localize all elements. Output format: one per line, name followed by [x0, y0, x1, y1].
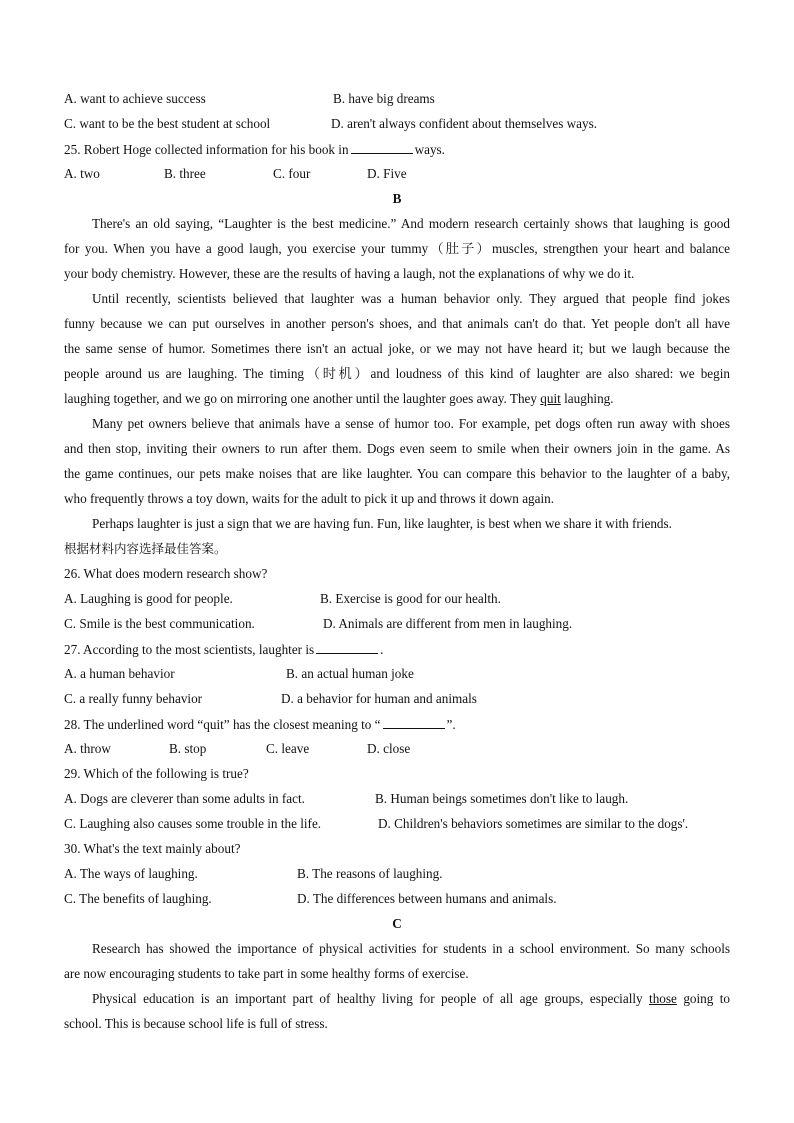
- q25-option-a[interactable]: A. two: [64, 166, 100, 181]
- q27-option-d[interactable]: D. a behavior for human and animals: [281, 691, 477, 706]
- q26-option-a[interactable]: A. Laughing is good for people.: [64, 591, 233, 606]
- section-c-heading: C: [392, 916, 402, 931]
- q26-stem: 26. What does modern research show?: [64, 566, 268, 581]
- passage-b-line: There's an old saying, “Laughter is the best medicine.” And modern research certainly shows that laughing is good: [92, 216, 730, 231]
- passage-b-line: people around us are laughing. The timing（时机）and loudness of this kind of laughter are also shared: we begin: [64, 366, 730, 381]
- q26-option-d[interactable]: D. Animals are different from men in laughing.: [323, 616, 573, 631]
- q27-option-c[interactable]: C. a really funny behavior: [64, 691, 203, 706]
- q30-option-b[interactable]: B. The reasons of laughing.: [297, 866, 443, 881]
- answer-blank[interactable]: [383, 716, 445, 729]
- q29-option-b[interactable]: B. Human beings sometimes don't like to laugh.: [375, 791, 629, 806]
- q25-stem: 25. Robert Hoge collected information for his book in ways.: [64, 142, 445, 157]
- q28-option-d[interactable]: D. close: [367, 741, 411, 756]
- q29-option-d[interactable]: D. Children's behaviors sometimes are similar to the dogs'.: [378, 816, 689, 831]
- underlined-word-those: those: [649, 991, 677, 1006]
- q27-option-a[interactable]: A. a human behavior: [64, 666, 175, 681]
- passage-b-line: Until recently, scientists believed that laughter was a human behavior only. They argued that people find jokes: [92, 291, 730, 306]
- q24-option-a[interactable]: A. want to achieve success: [64, 91, 206, 106]
- instruction: 根据材料内容选择最佳答案。: [64, 541, 227, 556]
- passage-c-line: are now encouraging students to take part in some healthy forms of exercise.: [64, 966, 469, 981]
- passage-b-line: Many pet owners believe that animals have a sense of humor too. For example, pet dogs often run away with shoes: [92, 416, 730, 431]
- passage-b-line: and then stop, inviting their owners to run after them. Dogs even seem to smile when their owners join in the game. As: [64, 441, 730, 456]
- q25-option-b[interactable]: B. three: [164, 166, 206, 181]
- q27-option-b[interactable]: B. an actual human joke: [286, 666, 414, 681]
- q24-option-c[interactable]: C. want to be the best student at school: [64, 116, 271, 131]
- answer-blank[interactable]: [351, 141, 413, 154]
- underlined-word-quit: quit: [540, 391, 561, 406]
- q29-option-c[interactable]: C. Laughing also causes some trouble in the life.: [64, 816, 322, 831]
- q25-option-d[interactable]: D. Five: [367, 166, 407, 181]
- passage-c-line: Physical education is an important part of healthy living for people of all age groups, especially those going to: [92, 991, 731, 1006]
- passage-b-line: your body chemistry. However, these are the results of having a laugh, not the explanations of why we do it.: [64, 266, 635, 281]
- q30-option-c[interactable]: C. The benefits of laughing.: [64, 891, 212, 906]
- passage-b-line: Perhaps laughter is just a sign that we are having fun. Fun, like laughter, is best when we share it with friends.: [92, 516, 672, 531]
- passage-b-line: for you. When you have a good laugh, you exercise your tummy（肚子）muscles, strengthen your heart and balance: [64, 241, 730, 256]
- q24-option-d[interactable]: D. aren't always confident about themselves ways.: [331, 116, 598, 131]
- q26-option-c[interactable]: C. Smile is the best communication.: [64, 616, 255, 631]
- section-b-heading: B: [392, 191, 402, 206]
- passage-b-line: the same sense of humor. Sometimes there isn't an actual joke, or we may not have heard it; but we laugh because the: [64, 341, 730, 356]
- passage-b-line: the game continues, our pets make noises that are like laughter. You can compare this behavior to the laughter of a baby,: [64, 466, 730, 481]
- q26-option-b[interactable]: B. Exercise is good for our health.: [320, 591, 501, 606]
- q30-stem: 30. What's the text mainly about?: [64, 841, 241, 856]
- passage-c-line: school. This is because school life is full of stress.: [64, 1016, 328, 1031]
- q25-option-c[interactable]: C. four: [273, 166, 311, 181]
- passage-c-line: Research has showed the importance of physical activities for students in a school environment. So many schools: [92, 941, 730, 956]
- q30-option-a[interactable]: A. The ways of laughing.: [64, 866, 198, 881]
- q24-option-b[interactable]: B. have big dreams: [333, 91, 435, 106]
- q29-stem: 29. Which of the following is true?: [64, 766, 249, 781]
- answer-blank[interactable]: [316, 641, 378, 654]
- q28-stem: 28. The underlined word “quit” has the closest meaning to “ ”.: [64, 717, 456, 732]
- passage-b-line: who frequently throws a toy down, waits for the adult to pick it up and throws it down again.: [64, 491, 555, 506]
- q27-stem: 27. According to the most scientists, laughter is .: [64, 642, 384, 657]
- passage-b-line: funny because we can put ourselves in another person's shoes, and that animals can't do that. Yet people don't all have: [64, 316, 730, 331]
- passage-b-line: laughing together, and we go on mirroring one another until the laughter goes away. They quit laughing.: [64, 391, 614, 406]
- q30-option-d[interactable]: D. The differences between humans and animals.: [297, 891, 557, 906]
- q28-option-b[interactable]: B. stop: [169, 741, 207, 756]
- q28-option-c[interactable]: C. leave: [266, 741, 310, 756]
- q28-option-a[interactable]: A. throw: [64, 741, 111, 756]
- q29-option-a[interactable]: A. Dogs are cleverer than some adults in fact.: [64, 791, 305, 806]
